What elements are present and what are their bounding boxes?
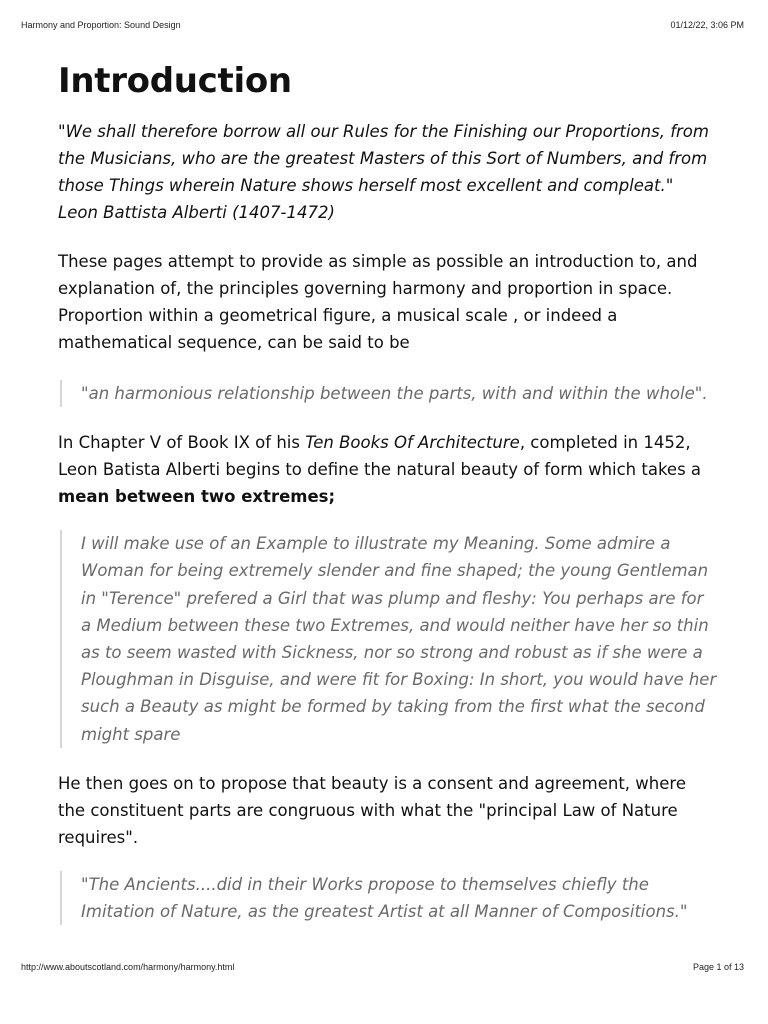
page-number: Page 1 of 13 <box>692 962 744 972</box>
blockquote-text: I will make use of an Example to illustrate my Meaning. Some admire a Woman for being extremely slender and fine shaped; the young Gentleman in "Terence" prefered a Girl that was plump and fleshy: You perhaps are for a Medium between these two Extremes, and would neither have her so thin as to seem wasted with Sickness, nor so strong and robust as if she were a Ploughman in Disguise, and were fit for Boxing: In short, you would have her such a Beauty as might be formed by taking from the first what the second might spare <box>81 534 717 744</box>
source-url: http://www.aboutscotland.com/harmony/harmony.html <box>21 962 235 972</box>
print-timestamp: 01/12/22, 3:06 PM <box>670 20 744 30</box>
bold-phrase: mean between two extremes; <box>58 487 336 507</box>
page-title-header: Harmony and Proportion: Sound Design <box>21 20 181 30</box>
article <box>58 58 718 925</box>
text-run: In Chapter V of Book IX of his <box>58 433 306 453</box>
blockquote-text: "The Ancients....did in their Works propose to themselves chiefly the Imitation of Nature, as the greatest Artist at all Manner of Compositions." <box>81 874 688 922</box>
print-header <box>21 20 744 30</box>
paragraph-intro: These pages attempt to provide as simple as possible an introduction to, and explanation of, the principles governing harmony and proportion in space. Proportion within a geometrical figure, a musical scale , or indeed a mathematical sequence, can be said to be <box>58 252 698 352</box>
print-footer <box>21 962 744 972</box>
paragraph-alberti <box>58 429 718 510</box>
blockquote-ancients <box>60 871 718 925</box>
page-heading: Introduction <box>58 61 292 101</box>
paragraph-beauty: He then goes on to propose that beauty is a consent and agreement, where the constituent parts are congruous with what the "principal Law of Nature requires". <box>58 773 686 847</box>
blockquote-text: "an harmonious relationship between the parts, with and within the whole". <box>81 384 708 403</box>
blockquote-example <box>60 530 718 748</box>
blockquote-harmonious <box>60 380 718 407</box>
book-title: Ten Books Of Architecture <box>305 433 520 453</box>
text-run: , completed in 1452, Leon Batista Alberti begins to define the natural beauty of form which takes a <box>58 433 702 480</box>
intro-quote: "We shall therefore borrow all our Rules for the Finishing our Proportions, from the Musicians, who are the greatest Masters of this Sort of Numbers, and from those Things wherein Nature shows herself most excellent and compleat." Leon Battista Alberti (1407-1472) <box>58 122 709 222</box>
